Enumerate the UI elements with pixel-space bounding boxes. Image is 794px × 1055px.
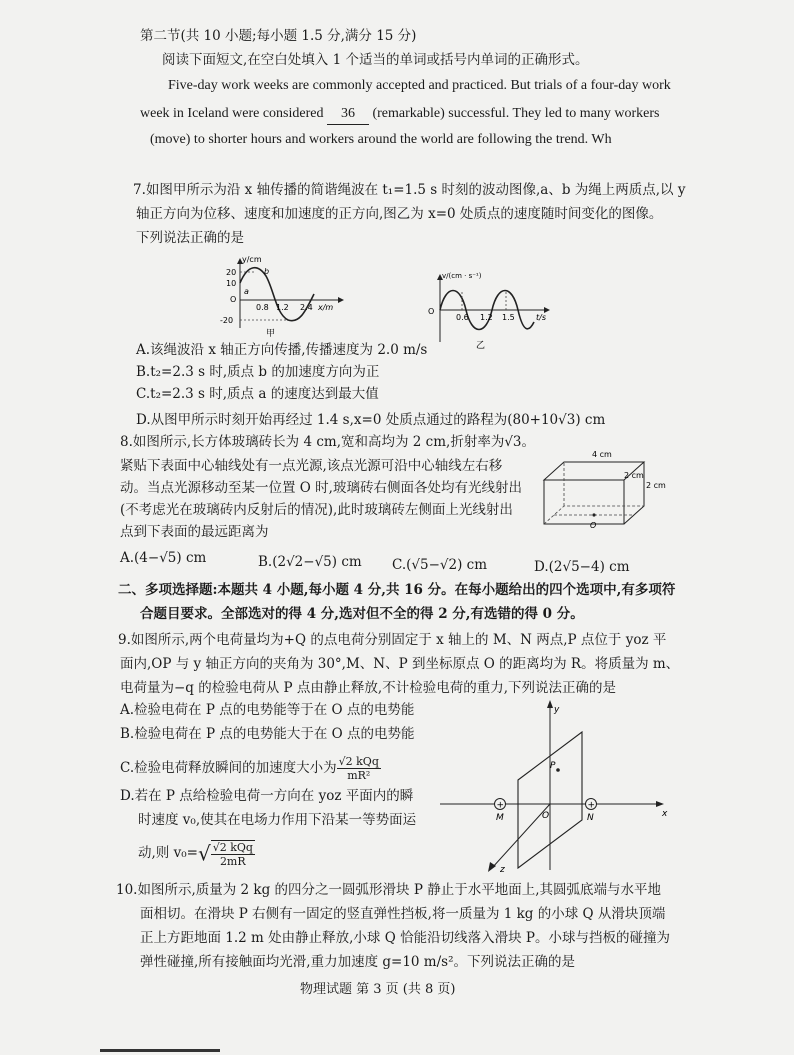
passage-line-3: (move) to shorter hours and workers around the world are following the trend. Wh [150,132,612,147]
q9-fig-n: N [587,813,594,823]
q8-stem-5: 点到下表面的最远距离为 [120,524,269,540]
q9-fig-z: z [500,865,505,875]
q8-fig-point-o: O [590,521,597,530]
multi-section-header-1: 二、多项选择题:本题共 4 小题,每小题 4 分,共 16 分。在每小题给出的四个选项中,有多项符 [118,582,676,598]
q8-fig-width: 2 cm [624,471,644,480]
q7-stem-3: 下列说法正确的是 [136,230,244,246]
q9-c-numerator: √2 kQq [338,755,379,768]
fig2-ylabel: v/(cm · s⁻¹) [442,272,482,280]
fig2-tlabel: t/s [536,313,546,322]
q9-stem-2: 面内,OP 与 y 轴正方向的夹角为 30°,M、N、P 到坐标原点 O 的距离均为 R。将质量为 m、 [120,656,680,672]
q7-option-c: C.t₂=2.3 s 时,质点 a 的速度达到最大值 [136,386,379,402]
q9-option-c-text: C.检验电荷释放瞬间的加速度大小为 [120,760,337,776]
fig2-t15: 1.5 [502,313,515,322]
q7-figure-yi [426,270,556,350]
q9-c-denominator: mR² [347,769,371,782]
q9-option-c-fraction [337,755,381,782]
q9-fig-plus-n: + [587,800,596,811]
q9-option-a: A.检验电荷在 P 点的电势能等于在 O 点的电势能 [120,702,415,718]
q10-stem-4: 弹性碰撞,所有接触面均光滑,重力加速度 g=10 m/s²。下列说法正确的是 [140,954,575,970]
q9-stem-3: 电荷量为−q 的检验电荷从 P 点由静止释放,不计检验电荷的重力,下列说法正确的是 [120,680,616,696]
q9-option-b: B.检验电荷在 P 点的电势能大于在 O 点的电势能 [120,726,415,742]
fig2-caption: 乙 [476,341,486,350]
q8-fig-length: 4 cm [592,450,612,459]
q9-d-numerator: √2 kQq [212,840,253,854]
q9-option-d-2: 时速度 v₀,使其在电场力作用下沿某一等势面运 [138,812,417,828]
passage-line-2 [140,104,660,125]
q9-fig-o: O [542,811,550,821]
q9-fig-m: M [496,813,504,823]
passage-line-2a: week in Iceland were considered [140,106,324,121]
q9-d-sqrt: √ $\frac{\text{√2 kQq}}{2mR}$ [197,840,253,868]
blank-36: 36 [327,104,369,125]
q9-fig-x: x [662,809,668,819]
fig1-xlabel: x/m [318,303,334,312]
fig1-y20: 20 [226,268,237,277]
q9-stem-1: 9.如图所示,两个电荷量均为+Q 的点电荷分别固定于 x 轴上的 M、N 两点,P 点位于 yoz 平 [118,632,667,648]
q8-option-b: B.(2√2−√5) cm [258,554,362,570]
q7-option-d: D.从图甲所示时刻开始再经过 1.4 s,x=0 处质点通过的路程为(80+10√3) cm [136,412,606,428]
section2-header: 第二节(共 10 小题;每小题 1.5 分,满分 15 分) [140,28,417,44]
q8-option-a: A.(4−√5) cm [120,550,207,566]
section2-instruction: 阅读下面短文,在空白处填入 1 个适当的单词或括号内单词的正确形式。 [162,52,589,68]
q9-option-c [120,752,381,784]
fig1-x08: 0.8 [256,303,269,312]
q9-fig-p: P [550,761,556,771]
q9-option-d-1: D.若在 P 点给检验电荷一方向在 yoz 平面内的瞬 [120,788,414,804]
q8-stem-4: (不考虑光在玻璃砖内反射后的情况),此时玻璃砖左侧面上光线射出 [120,502,513,518]
fig1-point-a: a [244,287,249,296]
fig2-origin: O [428,307,435,316]
fig2-t06: 0.6 [456,313,469,322]
fig1-y10: 10 [226,279,237,288]
fig1-point-b: b [264,267,270,276]
page-footer: 物理试题 第 3 页 (共 8 页) [300,982,456,997]
q9-option-d-text: 动,则 v₀= [138,845,198,861]
q8-stem-1: 8.如图所示,长方体玻璃砖长为 4 cm,宽和高均为 2 cm,折射率为√3。 [120,434,536,450]
q8-stem-3: 动。当点光源移动至某一位置 O 时,玻璃砖右侧面各处均有光线射出 [120,480,522,496]
q9-d-denominator: 2mR [219,854,246,868]
q8-fig-height: 2 cm [646,481,666,490]
bottom-rule [100,1049,220,1052]
q8-glass-brick-figure [536,444,666,534]
fig1-origin: O [230,295,237,304]
passage-line-1: Five-day work weeks are commonly accepted and practiced. But trials of a four-day work [168,78,671,93]
q9-fig-y: y [554,705,560,715]
passage-line-2b: (remarkable) successful. They led to many workers [372,106,660,121]
q7-stem-1: 7.如图甲所示为沿 x 轴传播的简谐绳波在 t₁=1.5 s 时刻的波动图像,a、b 为绳上两质点,以 y [133,182,686,198]
q10-stem-1: 10.如图所示,质量为 2 kg 的四分之一圆弧形滑块 P 静止于水平地面上,其圆弧底端与水平地 [116,882,662,898]
q8-stem-2: 紧贴下表面中心轴线处有一点光源,该点光源可沿中心轴线左右移 [120,458,503,474]
q7-option-b: B.t₂=2.3 s 时,质点 b 的加速度方向为正 [136,364,380,380]
q10-stem-3: 正上方距地面 1.2 m 处由静止释放,小球 Q 恰能沿切线落入滑块 P。小球与挡板的碰撞为 [140,930,670,946]
fig2-t12: 1.2 [480,313,493,322]
q7-stem-2: 轴正方向为位移、速度和加速度的正方向,图乙为 x=0 处质点的速度随时间变化的图像。 [136,206,663,222]
fig1-ylabel: y/cm [242,255,262,264]
q9-option-d-3 [138,836,255,871]
q8-option-c: C.(√5−√2) cm [392,557,488,573]
q7-option-a: A.该绳波沿 x 轴正方向传播,传播速度为 2.0 m/s [136,342,428,358]
fig1-x12: 1.2 [276,303,289,312]
multi-section-header-2: 合题目要求。全部选对的得 4 分,选对但不全的得 2 分,有选错的得 0 分。 [140,606,584,622]
fig1-yneg20: -20 [220,316,234,325]
fig1-x24: 2.4 [300,303,313,312]
q8-option-d: D.(2√5−4) cm [534,559,630,575]
q9-coordinate-figure [440,700,670,876]
q9-fig-plus-m: + [496,800,505,811]
fig1-caption: 甲 [266,329,276,338]
q10-stem-2: 面相切。在滑块 P 右侧有一固定的竖直弹性挡板,将一质量为 1 kg 的小球 Q 从滑块顶端 [140,906,666,922]
q7-figure-jia [220,254,350,338]
